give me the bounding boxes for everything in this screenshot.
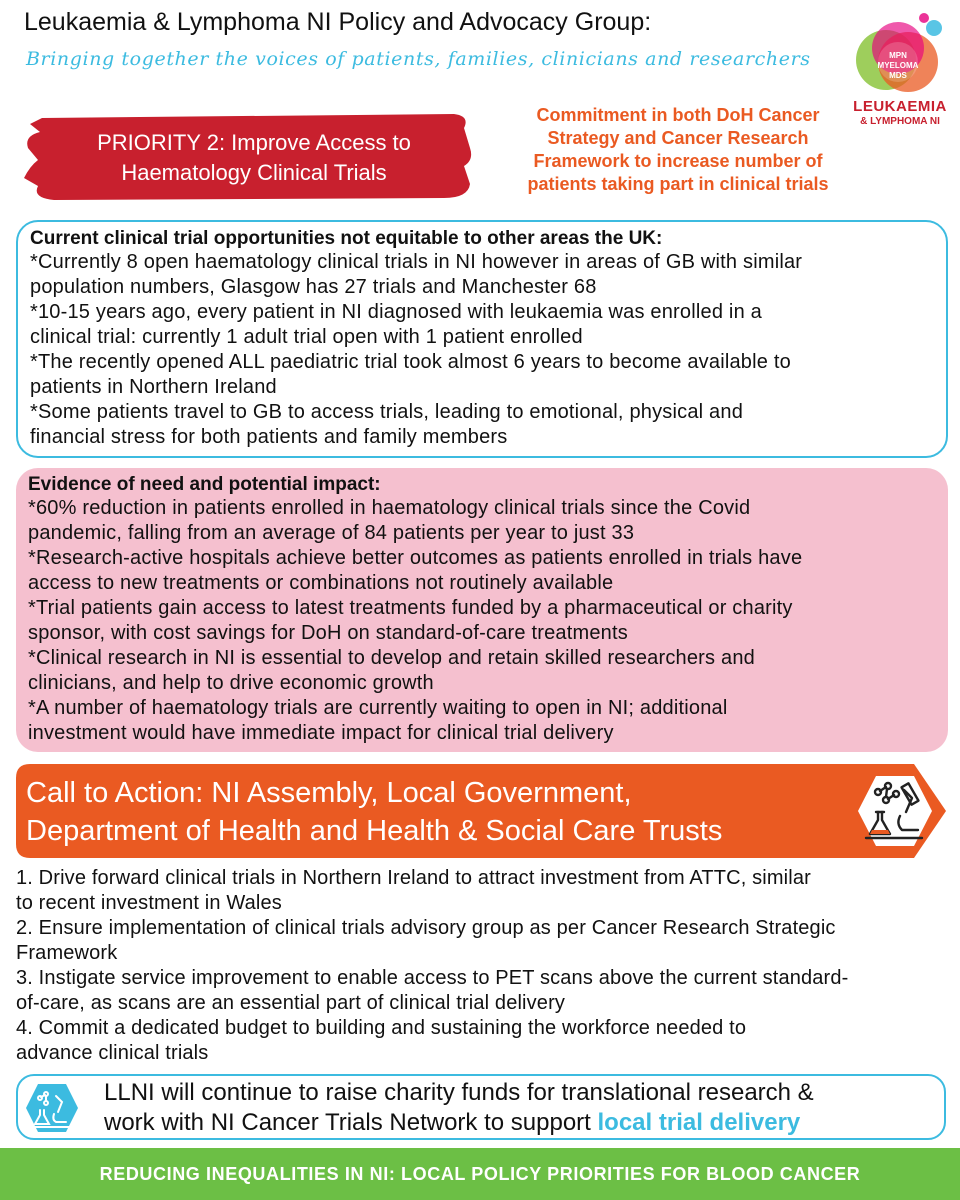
logo-word-leukaemia: LEUKAEMIA <box>853 98 947 115</box>
call-to-action-banner <box>16 764 946 858</box>
evidence-line: sponsor, with cost savings for DoH on standard-of-care treatments <box>28 622 628 644</box>
commitment-line: patients taking part in clinical trials <box>527 174 829 194</box>
current-line: patients in Northern Ireland <box>30 376 277 398</box>
action-line: to recent investment in Wales <box>16 892 282 914</box>
current-line: *The recently opened ALL paediatric trial took almost 6 years to become available to <box>30 351 791 373</box>
llni-line2 <box>104 1108 934 1138</box>
action-list <box>16 866 946 1066</box>
evidence-line: access to new treatments or combinations not routinely available <box>28 572 614 594</box>
current-line: *10-15 years ago, every patient in NI diagnosed with leukaemia was enrolled in a <box>30 301 762 323</box>
action-line: of-care, as scans are an essential part of clinical trial delivery <box>16 992 566 1014</box>
llni-line1: LLNI will continue to raise charity funds for translational research & <box>104 1079 814 1106</box>
logo-label-mds: MDS <box>889 71 907 80</box>
evidence-line: *60% reduction in patients enrolled in haematology clinical trials since the Covid <box>28 497 751 519</box>
commitment-statement <box>498 104 858 196</box>
current-line: population numbers, Glasgow has 27 trials and Manchester 68 <box>30 276 597 298</box>
evidence-heading: Evidence of need and potential impact: <box>28 474 381 495</box>
action-line: Framework <box>16 942 118 964</box>
current-line: financial stress for both patients and family members <box>30 426 508 448</box>
logo-label-mpn: MPN <box>889 51 907 60</box>
page-title: Leukaemia & Lymphoma NI Policy and Advocacy Group: <box>24 8 652 36</box>
priority-banner <box>24 108 474 204</box>
page-subtitle: Bringing together the voices of patients, families, clinicians and researchers <box>26 48 811 70</box>
commitment-line: Strategy and Cancer Research <box>547 128 809 148</box>
llni-highlight-text: local trial delivery <box>597 1109 801 1136</box>
footer-banner: REDUCING INEQUALITIES IN NI: LOCAL POLICY PRIORITIES FOR BLOOD CANCER <box>0 1148 960 1200</box>
llni-logo <box>846 10 954 130</box>
action-line: advance clinical trials <box>16 1042 209 1064</box>
action-line: 1. Drive forward clinical trials in Northern Ireland to attract investment from ATTC, similar <box>16 867 811 889</box>
evidence-line: *Clinical research in NI is essential to develop and retain skilled researchers and <box>28 647 755 669</box>
evidence-line: investment would have immediate impact for clinical trial delivery <box>28 722 614 744</box>
logo-drop-graphic <box>846 10 954 100</box>
action-line: 4. Commit a dedicated budget to building and sustaining the workforce needed to <box>16 1017 747 1039</box>
action-line: 2. Ensure implementation of clinical trials advisory group as per Cancer Research Strategic <box>16 917 836 939</box>
logo-label-myeloma: MYELOMA <box>877 61 919 70</box>
current-opportunities-box <box>16 220 948 458</box>
commitment-line: Commitment in both DoH Cancer <box>536 105 820 125</box>
priority-title-line2: Haematology Clinical Trials <box>121 160 387 185</box>
science-lab-icon <box>856 772 934 850</box>
current-line: clinical trial: currently 1 adult trial open with 1 patient enrolled <box>30 326 583 348</box>
action-line: 3. Instigate service improvement to enable access to PET scans above the current standard- <box>16 967 849 989</box>
current-opportunities-heading: Current clinical trial opportunities not equitable to other areas the UK: <box>30 228 663 249</box>
current-line: *Currently 8 open haematology clinical trials in NI however in areas of GB with similar <box>30 251 803 273</box>
llni-commitment-box <box>16 1074 946 1140</box>
logo-word-lymphoma: & LYMPHOMA NI <box>860 116 940 127</box>
evidence-line: clinicians, and help to drive economic growth <box>28 672 434 694</box>
evidence-line: *A number of haematology trials are currently waiting to open in NI; additional <box>28 697 728 719</box>
lab-flask-icon <box>26 1084 78 1132</box>
current-line: *Some patients travel to GB to access trials, leading to emotional, physical and <box>30 401 744 423</box>
llni-line2-text: work with NI Cancer Trials Network to support <box>104 1109 598 1136</box>
cta-title-line1: Call to Action: NI Assembly, Local Government, <box>26 777 632 809</box>
evidence-line: *Trial patients gain access to latest treatments funded by a pharmaceutical or charity <box>28 597 793 619</box>
evidence-line: *Research-active hospitals achieve better outcomes as patients enrolled in trials have <box>28 547 803 569</box>
cta-title-line2: Department of Health and Health & Social Care Trusts <box>26 815 723 847</box>
commitment-line: Framework to increase number of <box>533 151 823 171</box>
priority-title-line1: PRIORITY 2: Improve Access to <box>97 130 411 155</box>
evidence-box <box>16 468 948 752</box>
evidence-line: pandemic, falling from an average of 84 patients per year to just 33 <box>28 522 635 544</box>
